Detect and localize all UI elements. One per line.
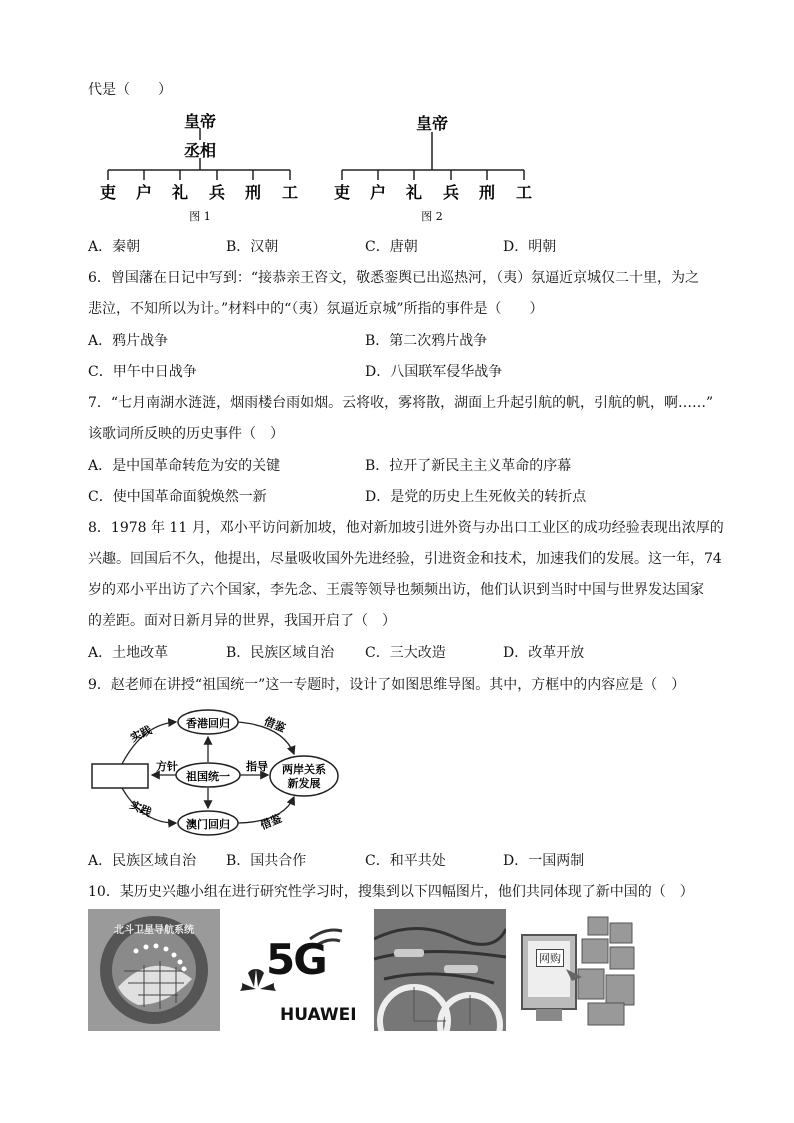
- q8-option-b[interactable]: B．民族区域自治: [226, 645, 335, 661]
- online-shopping-image: [518, 909, 640, 1031]
- shared-bikes-image: [374, 909, 506, 1031]
- q6-stem-line-2: 悲泣，不知所以为计。”材料中的“（夷）氛逼近京城”所指的事件是（ ）: [88, 301, 544, 317]
- q5-option-a[interactable]: A．秦朝: [88, 239, 141, 255]
- practice-label-top: 实践: [128, 723, 154, 745]
- q6-option-b[interactable]: B．第二次鸦片战争: [365, 333, 488, 349]
- fig2-ministry-4: 兵: [442, 183, 460, 202]
- 5g-text: 5G: [266, 935, 326, 984]
- huawei-5g-image: [234, 909, 358, 1031]
- q9-option-b[interactable]: B．国共合作: [226, 853, 307, 869]
- fig1-ministry-6: 工: [281, 183, 299, 202]
- q8-stem-line-1: 8．1978 年 11 月，邓小平访问新加坡，他对新加坡引进外资与办出口工业区的成功经验表现出浓厚的: [88, 520, 724, 536]
- q8-option-a[interactable]: A．土地改革: [88, 645, 169, 661]
- fig1-emperor: 皇帝: [183, 112, 217, 131]
- huawei-wordmark: HUAWEI: [280, 1005, 357, 1025]
- beidou-logo-text: 北斗卫星导航系统: [114, 925, 194, 936]
- cross-label-2: 新发展: [287, 777, 321, 790]
- practice-label-bottom: 实践: [127, 798, 154, 820]
- q9-option-a[interactable]: A．民族区域自治: [88, 853, 197, 869]
- q6-option-c[interactable]: C．甲午中日战争: [88, 364, 197, 380]
- q5-stem-tail: 代是（ ）: [88, 82, 172, 98]
- fig2-caption: 图 2: [421, 210, 443, 223]
- q8-option-c[interactable]: C．三大改造: [365, 645, 446, 661]
- q7-option-a[interactable]: A．是中国革命转危为安的关键: [88, 458, 281, 474]
- cross-strait-node: [270, 756, 338, 796]
- q7-option-d[interactable]: D．是党的历史上生死攸关的转折点: [365, 489, 587, 505]
- fig1-ministry-1: 吏: [99, 183, 117, 202]
- q7-stem-line-1: 7．“七月南湖水涟涟，烟雨楼台雨如烟。云将收，雾将散，湖面上升起引航的帆，引航的帆，啊……”: [88, 395, 714, 411]
- q8-stem-line-4: 的差距。面对日新月异的世界，我国开启了（ ）: [88, 613, 396, 629]
- answer-blank-box[interactable]: [92, 764, 148, 788]
- q8-option-d[interactable]: D．改革开放: [503, 645, 585, 661]
- fig1-caption: 图 1: [189, 210, 211, 223]
- q5-option-b[interactable]: B．汉朝: [226, 239, 279, 255]
- q9-option-d[interactable]: D．一国两制: [503, 853, 585, 869]
- online-shopping-label: 网购: [536, 949, 564, 967]
- fig2-ministry-1: 吏: [333, 183, 351, 202]
- center-label: 祖国统一: [186, 770, 230, 783]
- q8-stem-line-2: 兴趣。回国后不久，他提出，尽量吸收国外先进经验，引进资金和技术，加速我们的发展。这一年，74: [88, 551, 722, 567]
- q5-figures: [90, 108, 550, 230]
- guide-label: 指导: [246, 760, 268, 773]
- figure-2: [342, 132, 524, 180]
- q5-option-c[interactable]: C．唐朝: [365, 239, 418, 255]
- q6-option-d[interactable]: D．八国联军侵华战争: [365, 364, 503, 380]
- q5-option-d[interactable]: D．明朝: [503, 239, 557, 255]
- fig1-ministry-5: 刑: [244, 183, 262, 202]
- fig1-ministry-4: 兵: [208, 183, 226, 202]
- fig1-chancellor: 丞相: [183, 141, 217, 160]
- macau-label: 澳门回归: [186, 818, 230, 831]
- q7-stem-line-2: 该歌词所反映的历史事件（ ）: [88, 426, 284, 442]
- q7-option-c[interactable]: C．使中国革命面貌焕然一新: [88, 489, 267, 505]
- q10-stem-line-1: 10．某历史兴趣小组在进行研究性学习时，搜集到以下四幅图片，他们共同体现了新中国的（ ）: [88, 884, 694, 900]
- fig1-ministry-2: 户: [135, 183, 153, 202]
- q9-stem-line-1: 9．赵老师在讲授“祖国统一”这一专题时，设计了如图思维导图。其中，方框中的内容应是（ ）: [88, 677, 686, 693]
- q8-stem-line-3: 岁的邓小平出访了六个国家，李先念、王震等领导也频频出访，他们认识到当时中国与世界发达国家: [88, 582, 704, 598]
- fig2-ministry-2: 户: [369, 183, 387, 202]
- q6-option-a[interactable]: A．鸦片战争: [88, 333, 169, 349]
- q7-option-b[interactable]: B．拉开了新民主主义革命的序幕: [365, 458, 572, 474]
- q9-mind-map: [88, 704, 348, 840]
- fig2-ministry-5: 刑: [478, 183, 496, 202]
- fig2-emperor: 皇帝: [415, 114, 449, 133]
- reference-label-bottom: 借鉴: [258, 811, 284, 833]
- reference-label-top: 借鉴: [262, 714, 288, 735]
- q6-stem-line-1: 6．曾国藩在日记中写到：“接恭亲王咨文，敬悉銮舆已出巡热河，（夷）氛逼近京城仅二十里，为之: [88, 270, 700, 286]
- policy-label: 方针: [156, 760, 178, 773]
- fig2-ministry-6: 工: [515, 183, 533, 202]
- fig1-ministry-3: 礼: [171, 183, 189, 202]
- q9-option-c[interactable]: C．和平共处: [365, 853, 446, 869]
- beidou-logo-image: [88, 909, 220, 1031]
- fig2-ministry-3: 礼: [405, 183, 423, 202]
- cross-label-1: 两岸关系: [282, 763, 326, 776]
- hongkong-label: 香港回归: [186, 717, 230, 730]
